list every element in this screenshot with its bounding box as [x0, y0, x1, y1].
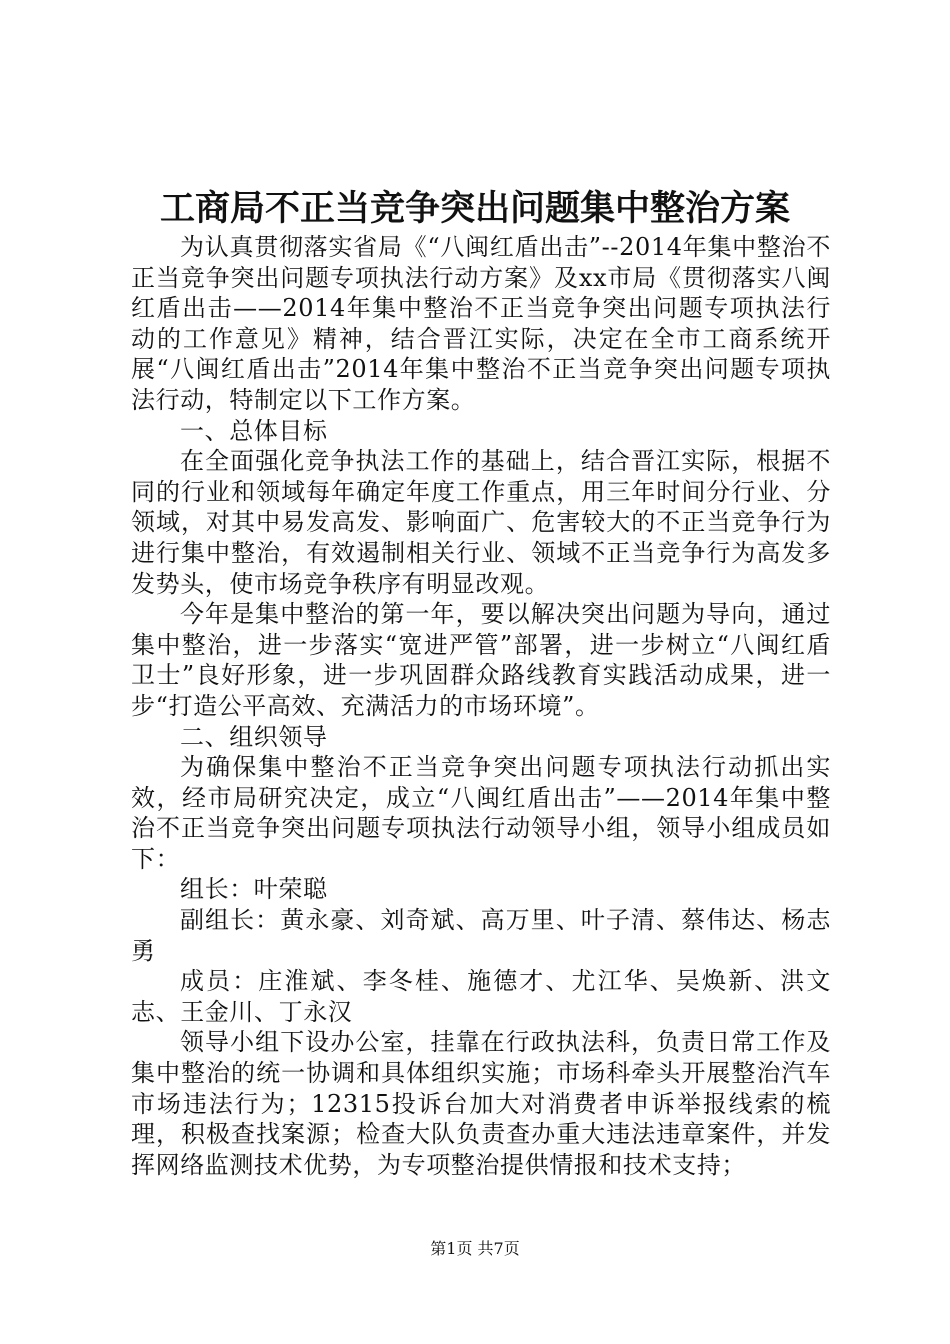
heading-organization: 二、组织领导	[180, 722, 328, 751]
paragraph-goal-detail: 在全面强化竞争执法工作的基础上，结合晋江实际，根据不同的行业和领域每年确定年度工作重点，用三年时间分行业、分领域，对其中易发高发、影响面广、危害较大的不正当竞争行为进行集中整治，有效遏制相关行业、领域不正当竞争行为高发多发势头，使市场竞争秩序有明显改观。	[131, 447, 831, 598]
page-number-footer: 第1页 共7页	[430, 1239, 520, 1258]
paragraph-first-year: 今年是集中整治的第一年，要以解决突出问题为导向，通过集中整治，进一步落实“宽进严管”部署，进一步树立“八闽红盾卫士”良好形象，进一步巩固群众路线教育实践活动成果，进一步“打造公平高效、充满活力的市场环境”。	[131, 600, 831, 720]
paragraph-group-leader: 组长：叶荣聪	[180, 875, 328, 904]
paragraph-leading-group: 为确保集中整治不正当竞争突出问题专项执法行动抓出实效，经市局研究决定，成立“八闽红盾出击”——2014年集中整治不正当竞争突出问题专项执法行动领导小组，领导小组成员如下：	[131, 753, 831, 873]
document-title: 工商局不正当竞争突出问题集中整治方案	[159, 188, 790, 229]
heading-overall-goal: 一、总体目标	[180, 416, 328, 445]
document-body	[131, 232, 831, 1180]
paragraph-intro: 为认真贯彻落实省局《“八闽红盾出击”--2014年集中整治不正当竞争突出问题专项执法行动方案》及xx市局《贯彻落实八闽红盾出击——2014年集中整治不正当竞争突出问题专项执法行动的工作意见》精神，结合晋江实际，决定在全市工商系统开展“八闽红盾出击”2014年集中整治不正当竞争突出问题专项执法行动，特制定以下工作方案。	[131, 233, 831, 414]
paragraph-deputy-leaders: 副组长：黄永豪、刘奇斌、高万里、叶子清、蔡伟达、杨志勇	[131, 906, 831, 965]
paragraph-office-duties: 领导小组下设办公室，挂靠在行政执法科，负责日常工作及集中整治的统一协调和具体组织实施；市场科牵头开展整治汽车市场违法行为；12315投诉台加大对消费者申诉举报线索的梳理，积极查找案源；检查大队负责查办重大违法违章案件，并发挥网络监测技术优势，为专项整治提供情报和技术支持；	[131, 1028, 831, 1179]
paragraph-members: 成员：庄淮斌、李冬桂、施德才、尤江华、吴焕新、洪文志、王金川、丁永汉	[131, 967, 831, 1026]
